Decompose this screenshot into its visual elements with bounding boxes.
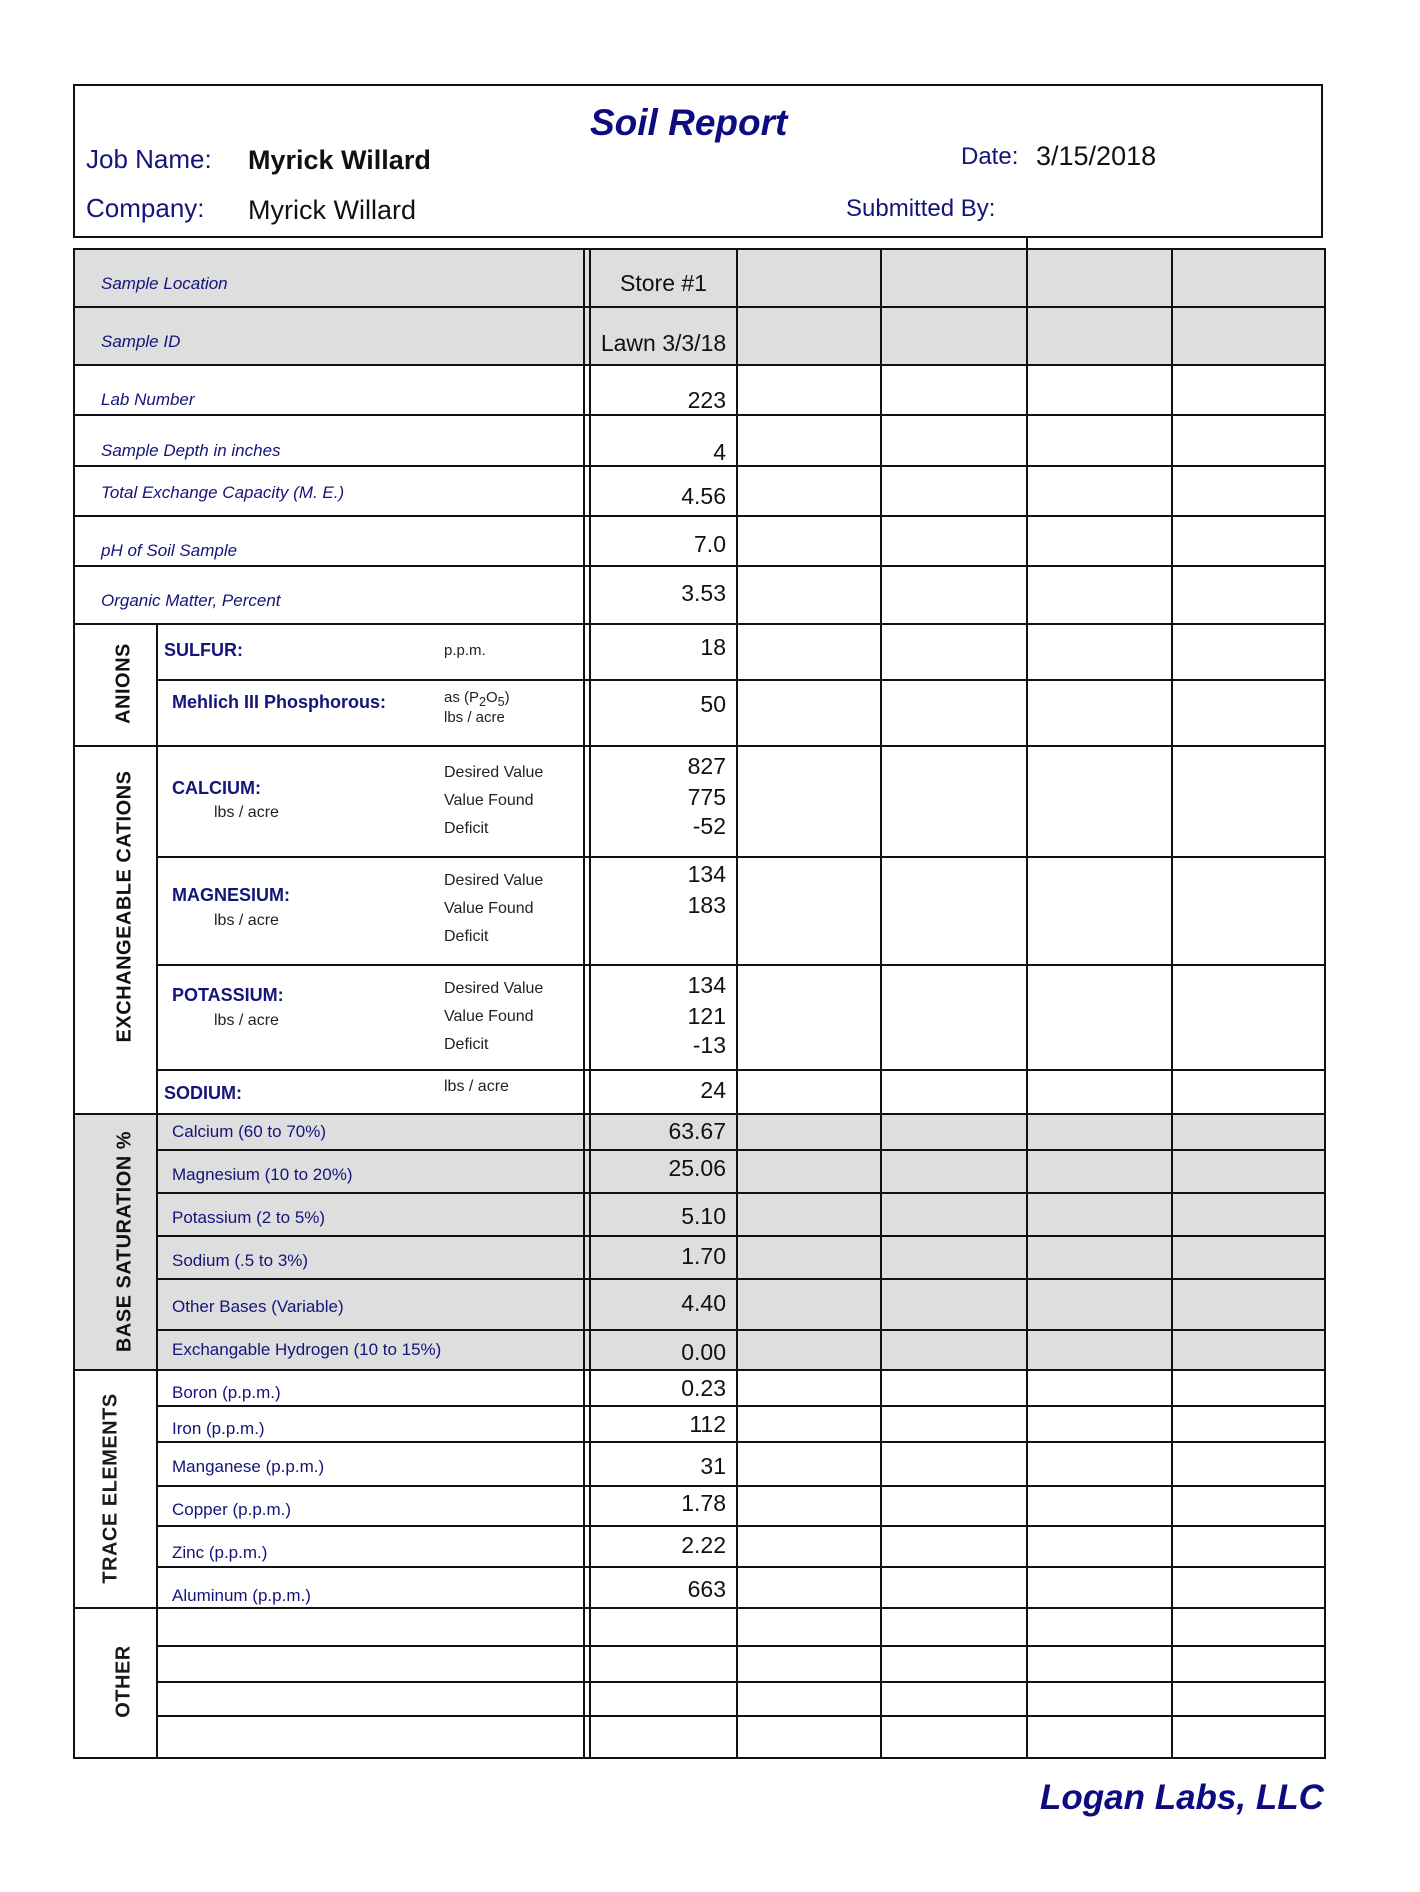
sample-id-value: Lawn 3/3/18 [600, 330, 727, 356]
potassium-deficit-value: -13 [692, 1032, 726, 1058]
zinc-label: Zinc (p.p.m.) [172, 1543, 268, 1562]
bs-hydrogen-value: 0.00 [681, 1339, 726, 1365]
potassium-unit: lbs / acre [214, 1012, 279, 1029]
row-line [156, 964, 1326, 966]
magnesium-desired-label: Desired Value [444, 872, 544, 889]
row-line [156, 1715, 1326, 1717]
date-label: Date: [961, 143, 1019, 170]
organic-matter-label: Organic Matter, Percent [101, 591, 281, 610]
sulfur-label: SULFUR: [164, 640, 243, 660]
sodium-value: 24 [700, 1077, 726, 1103]
ph-value: 7.0 [694, 531, 726, 557]
calcium-deficit-label: Deficit [444, 820, 489, 837]
magnesium-deficit-label: Deficit [444, 928, 489, 945]
potassium-desired-value: 134 [687, 972, 726, 998]
row-line [73, 623, 1326, 625]
double-line-b [589, 248, 591, 1759]
magnesium-found-value: 183 [687, 892, 726, 918]
bs-magnesium-value: 25.06 [668, 1155, 726, 1181]
potassium-found-value: 121 [687, 1003, 726, 1029]
row-line [156, 1405, 1326, 1407]
bs-other-bases-label: Other Bases (Variable) [172, 1297, 344, 1316]
row-line [156, 1329, 1326, 1331]
trace-elements-group-label: TRACE ELEMENTS [99, 1393, 122, 1584]
sample-location-label: Sample Location [101, 274, 228, 293]
row-line [156, 1681, 1326, 1683]
row-line [73, 1113, 1326, 1115]
copper-value: 1.78 [681, 1490, 726, 1516]
iron-value: 112 [689, 1411, 726, 1437]
aluminum-value: 663 [687, 1576, 726, 1602]
bs-calcium-value: 63.67 [668, 1118, 726, 1144]
iron-label: Iron (p.p.m.) [172, 1419, 265, 1438]
base-saturation-group-label: BASE SATURATION % [113, 1130, 136, 1353]
row-line [156, 1525, 1326, 1527]
sodium-unit: lbs / acre [444, 1078, 509, 1095]
header-tick [1026, 238, 1028, 248]
unit-text: O [485, 689, 498, 706]
sulfur-value: 18 [700, 634, 726, 660]
sodium-label: SODIUM: [164, 1083, 242, 1103]
calcium-found-value: 775 [687, 784, 726, 810]
job-name-label: Job Name: [86, 144, 212, 174]
manganese-label: Manganese (p.p.m.) [172, 1457, 325, 1476]
row-line [73, 414, 1326, 416]
row-line [156, 856, 1326, 858]
calcium-label: CALCIUM: [172, 778, 261, 798]
phosphorous-value: 50 [700, 691, 726, 717]
row-line [73, 364, 1326, 366]
bs-potassium-label: Potassium (2 to 5%) [172, 1208, 326, 1227]
potassium-desired-label: Desired Value [444, 980, 544, 997]
subscript: 2 [479, 695, 486, 709]
submitted-by-label: Submitted By: [846, 195, 996, 222]
calcium-deficit-value: -52 [692, 813, 726, 839]
potassium-deficit-label: Deficit [444, 1036, 489, 1053]
bs-other-bases-value: 4.40 [681, 1290, 726, 1316]
bs-sodium-label: Sodium (.5 to 3%) [172, 1251, 309, 1270]
company-label: Company: [86, 193, 205, 223]
phosphorous-label: Mehlich III Phosphorous: [172, 692, 387, 712]
row-line [73, 1369, 1326, 1371]
potassium-label: POTASSIUM: [172, 985, 284, 1005]
row-line [156, 1485, 1326, 1487]
organic-matter-value: 3.53 [681, 580, 726, 606]
manganese-value: 31 [700, 1453, 726, 1479]
row-line [156, 1235, 1326, 1237]
row-line [73, 1607, 1326, 1609]
row-line [156, 1069, 1326, 1071]
magnesium-label: MAGNESIUM: [172, 885, 290, 905]
magnesium-unit: lbs / acre [214, 912, 279, 929]
row-line [73, 306, 1326, 308]
calcium-desired-label: Desired Value [444, 764, 544, 781]
tec-value: 4.56 [681, 483, 726, 509]
unit-text: lbs / acre [444, 709, 505, 726]
unit-text: ) [504, 689, 510, 706]
ph-label: pH of Soil Sample [101, 541, 238, 560]
row-line [156, 1645, 1326, 1647]
calcium-found-label: Value Found [444, 792, 534, 809]
col-divider-5 [1171, 248, 1173, 1759]
bs-sodium-value: 1.70 [681, 1243, 726, 1269]
copper-label: Copper (p.p.m.) [172, 1500, 292, 1519]
row-line [73, 565, 1326, 567]
other-group-label: OTHER [112, 1645, 135, 1718]
footer-company: Logan Labs, LLC [1040, 1778, 1324, 1817]
sample-depth-value: 4 [713, 439, 726, 465]
sulfur-unit: p.p.m. [444, 642, 486, 659]
row-line [73, 745, 1326, 747]
subscript: 5 [497, 695, 505, 709]
col-divider-3 [880, 248, 882, 1759]
row-line [156, 1278, 1326, 1280]
row-line [156, 1441, 1326, 1443]
row-line [156, 1566, 1326, 1568]
bs-hydrogen-label: Exchangable Hydrogen (10 to 15%) [172, 1340, 442, 1359]
company-value: Myrick Willard [248, 195, 416, 225]
lab-number-value: 223 [687, 387, 726, 413]
cations-group-label: EXCHANGEABLE CATIONS [113, 770, 136, 1043]
tec-label: Total Exchange Capacity (M. E.) [101, 483, 345, 502]
row-line [156, 1149, 1326, 1151]
aluminum-label: Aluminum (p.p.m.) [172, 1586, 311, 1605]
magnesium-found-label: Value Found [444, 900, 534, 917]
report-title: Soil Report [590, 102, 788, 143]
col-divider-2 [736, 248, 738, 1759]
unit-text: as (P [444, 689, 480, 706]
sample-location-value: Store #1 [620, 270, 707, 296]
row-line [156, 1192, 1326, 1194]
calcium-desired-value: 827 [687, 753, 726, 779]
date-value: 3/15/2018 [1036, 141, 1157, 171]
magnesium-desired-value: 134 [687, 861, 726, 887]
bs-calcium-label: Calcium (60 to 70%) [172, 1122, 327, 1141]
bs-magnesium-label: Magnesium (10 to 20%) [172, 1165, 353, 1184]
phosphorous-unit [444, 690, 510, 726]
zinc-value: 2.22 [681, 1532, 726, 1558]
calcium-unit: lbs / acre [214, 804, 279, 821]
lab-number-label: Lab Number [101, 390, 195, 409]
potassium-found-label: Value Found [444, 1008, 534, 1025]
bs-potassium-value: 5.10 [681, 1203, 726, 1229]
job-name-value: Myrick Willard [248, 145, 431, 175]
boron-value: 0.23 [681, 1375, 726, 1401]
double-line-a [583, 248, 585, 1759]
anions-group-label: ANIONS [112, 643, 135, 724]
row-line [73, 515, 1326, 517]
boron-label: Boron (p.p.m.) [172, 1383, 281, 1402]
col-divider-4 [1026, 248, 1028, 1759]
row-line [156, 679, 1326, 681]
sample-id-label: Sample ID [101, 332, 181, 351]
sample-depth-label: Sample Depth in inches [101, 441, 281, 460]
